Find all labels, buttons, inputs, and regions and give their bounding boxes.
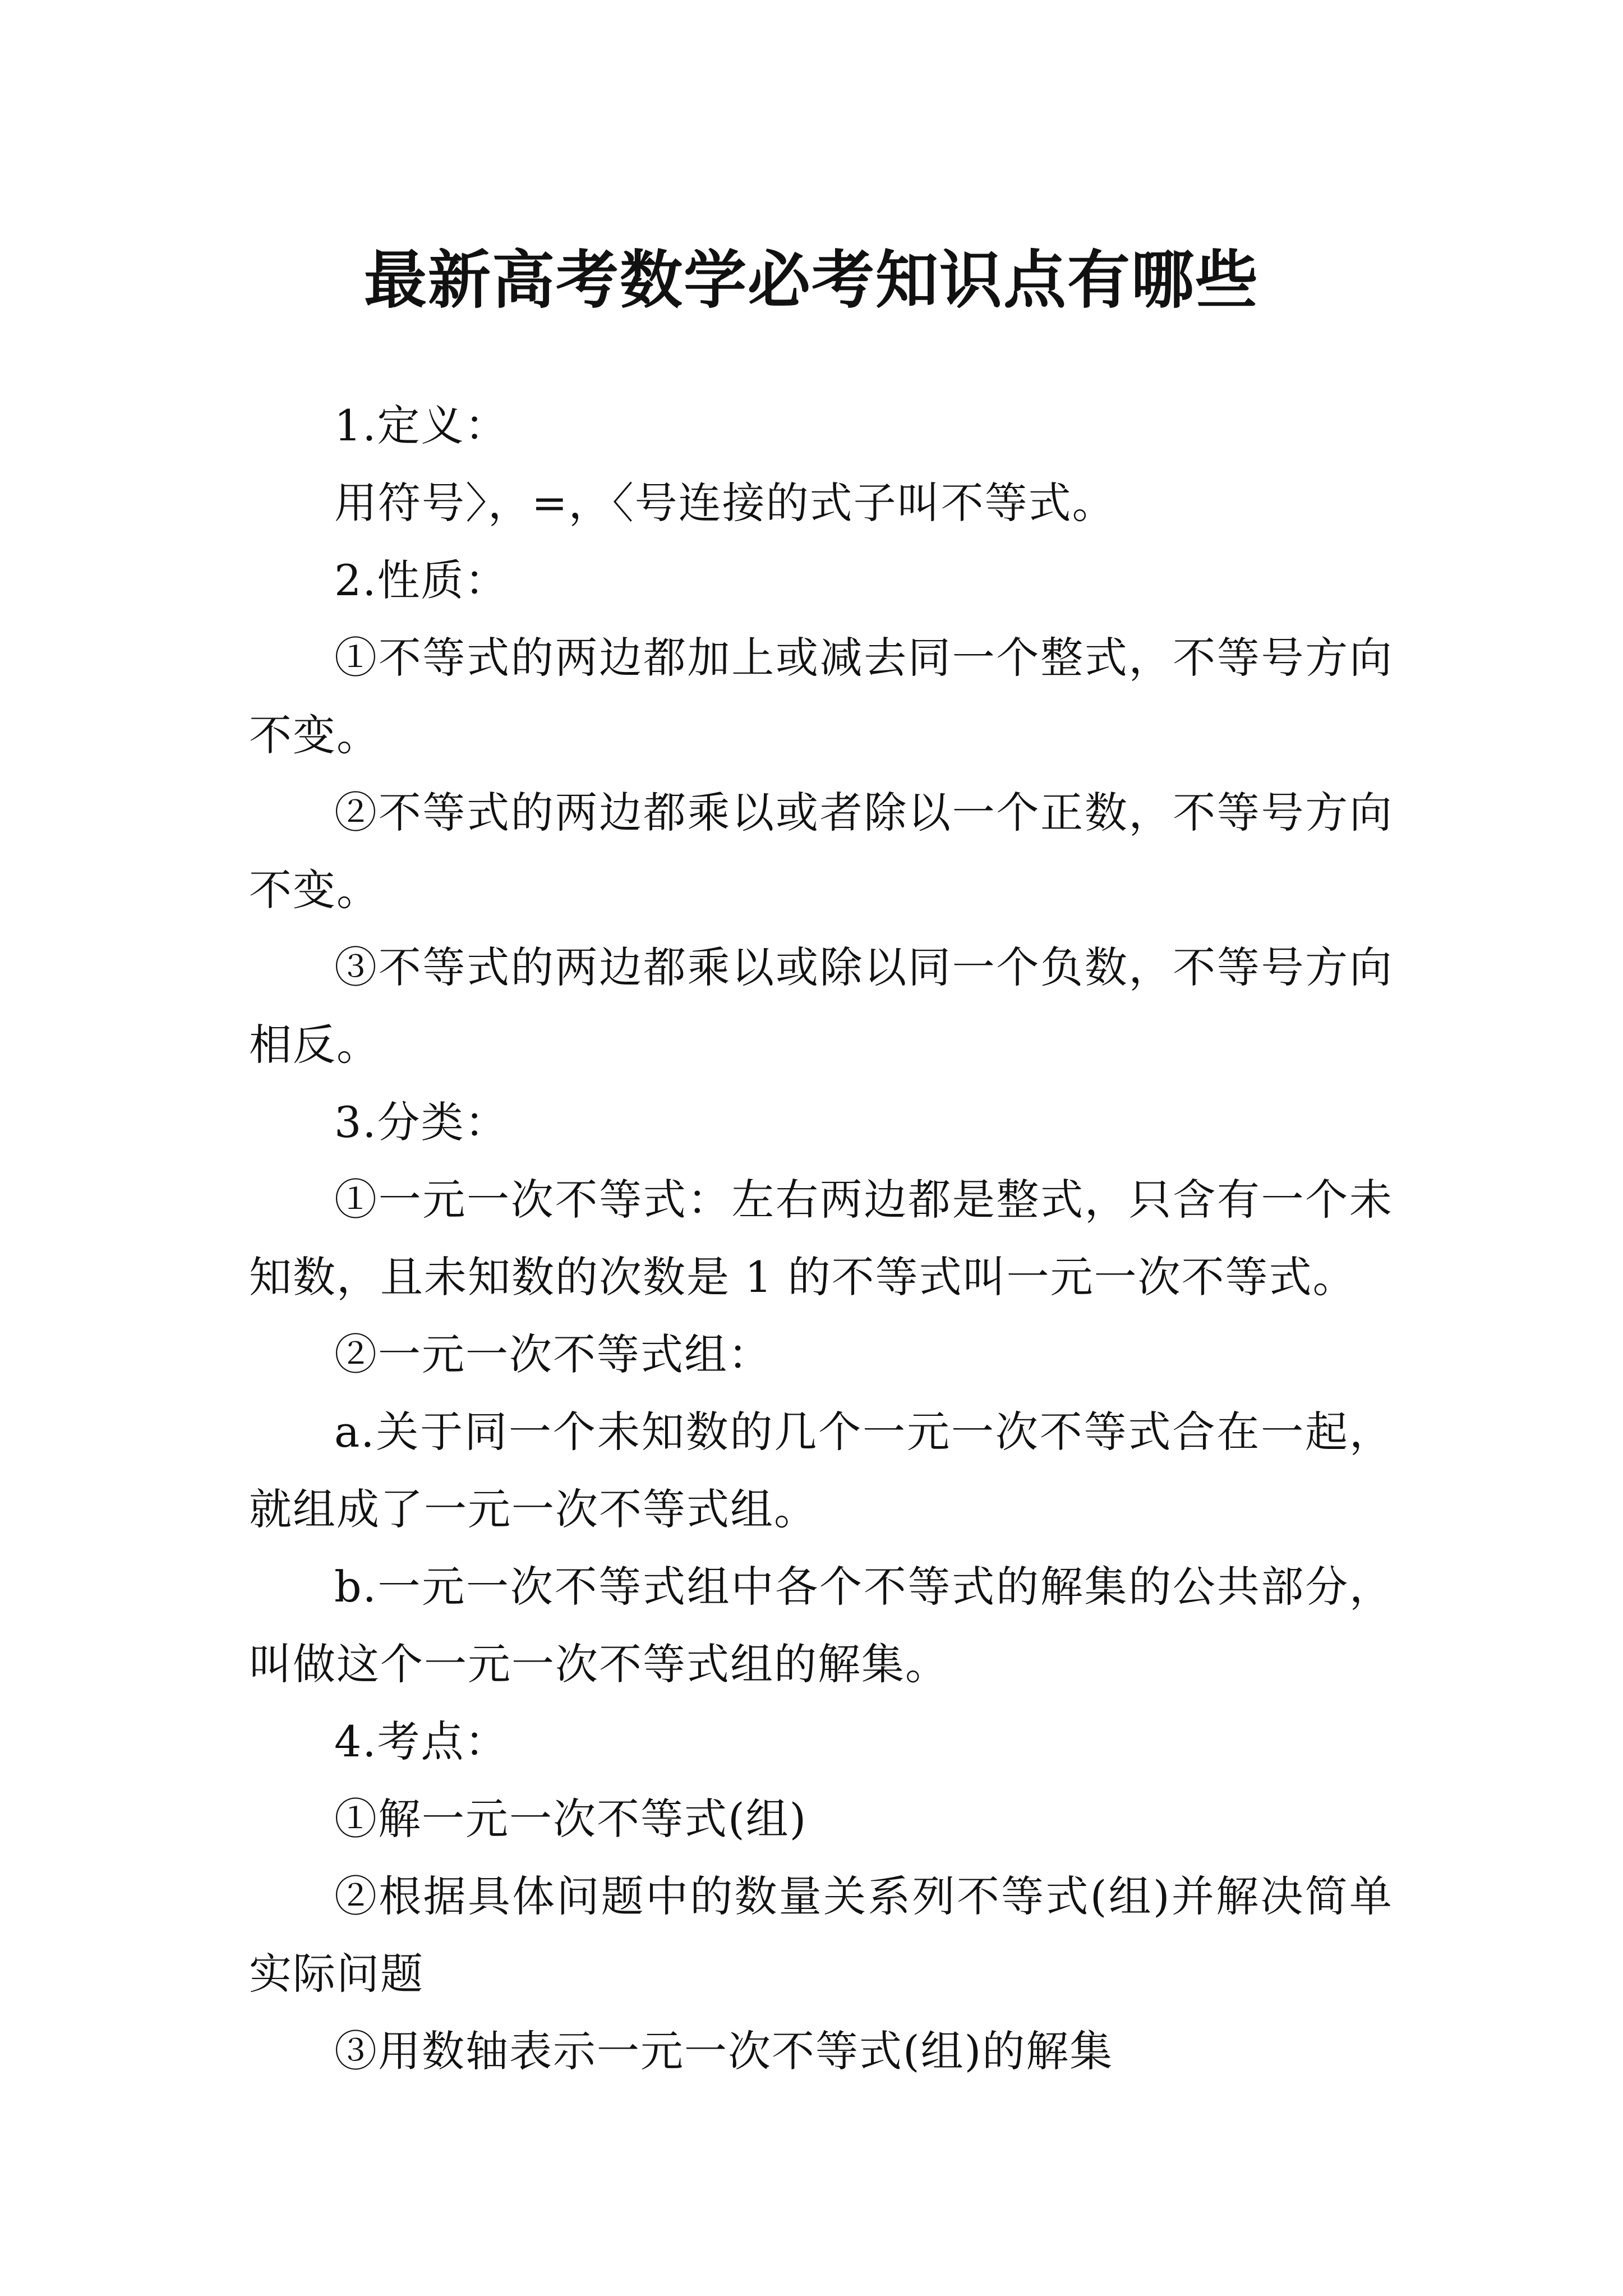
paragraph-property-3: ③不等式的两边都乘以或除以同一个负数，不等号方向相反。 <box>249 942 1393 1070</box>
paragraph-key-point-2: ②根据具体问题中的数量关系列不等式(组)并解决简单实际问题 <box>249 1871 1393 1999</box>
paragraph-classification-2b: b.一元一次不等式组中各个不等式的解集的公共部分，叫做这个一元一次不等式组的解集。 <box>249 1562 1393 1689</box>
paragraph-definition-heading: 1.定义： <box>334 401 509 450</box>
paragraph-key-point-3: ③用数轴表示一元一次不等式(组)的解集 <box>334 2026 1114 2076</box>
paragraph-classification-heading: 3.分类： <box>334 1097 509 1147</box>
paragraph-key-point-1: ①解一元一次不等式(组) <box>334 1794 808 1844</box>
paragraph-classification-2a: a.关于同一个未知数的几个一元一次不等式合在一起，就组成了一元一次不等式组。 <box>249 1407 1393 1534</box>
paragraph-classification-1: ①一元一次不等式：左右两边都是整式，只含有一个未知数，且未知数的次数是 1 的不等式叫一元一次不等式。 <box>249 1175 1393 1302</box>
paragraph-property-1: ①不等式的两边都加上或减去同一个整式，不等号方向不变。 <box>249 633 1393 760</box>
page-title: 最新高考数学必考知识点有哪些 <box>364 243 1259 318</box>
paragraph-key-points-heading: 4.考点： <box>334 1717 509 1766</box>
paragraph-properties-heading: 2.性质： <box>334 555 509 605</box>
paragraph-classification-2: ②一元一次不等式组： <box>334 1329 772 1379</box>
document-body <box>249 387 1393 2090</box>
paragraph-definition: 用符号〉，=，〈号连接的式子叫不等式。 <box>334 478 1116 528</box>
paragraph-property-2: ②不等式的两边都乘以或者除以一个正数，不等号方向不变。 <box>249 788 1393 915</box>
